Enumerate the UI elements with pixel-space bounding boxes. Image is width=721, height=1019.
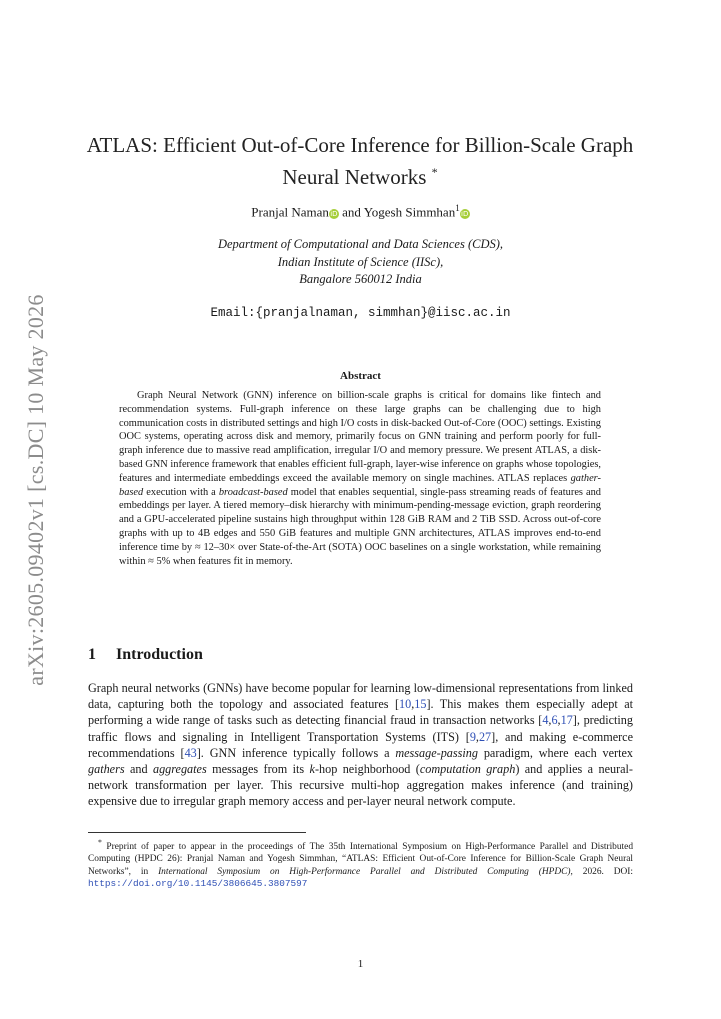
intro-text: paradigm, where each vertex — [483, 745, 633, 760]
affiliation-line: Bangalore 560012 India — [299, 272, 422, 286]
intro-text: Graph neural networks (GNNs) have become popular for learning low-dimensional representations from linked data, capturing both the topology and associated features [ — [88, 681, 633, 712]
citation-link[interactable]: 27 — [478, 729, 492, 744]
affiliation — [0, 236, 721, 289]
intro-text: ], predicting traffic flows and signaling in Intelligent Transportation Systems (ITS) [ — [88, 713, 633, 744]
section-number: 1 — [88, 646, 96, 663]
orcid-icon[interactable]: iD — [461, 210, 469, 219]
intro-text: messages from its — [212, 762, 305, 777]
intro-text: ], and making e-commerce recommendations [ — [88, 729, 633, 760]
intro-text: ) and applies a neural-network transformation per layer. This recursive multi-hop aggregation makes inference (and training) expensive due to irregular graph memory access and per-layer neural network compute. — [88, 762, 633, 809]
page-number: 1 — [357, 958, 364, 970]
intro-text: -hop neighborhood ( — [314, 762, 420, 777]
title-line-2: Neural Networks — [282, 165, 427, 189]
citation-link[interactable]: 17 — [560, 713, 573, 728]
intro-text: and — [129, 762, 148, 777]
doi-link[interactable]: https://doi.org/10.1145/3806645.3807597 — [88, 877, 308, 889]
intro-text: , — [557, 713, 561, 728]
abstract-emphasis: gather-based — [119, 472, 601, 498]
arxiv-identifier-stamp[interactable]: arXiv:2605.09402v1 [cs.DC] 10 May 2026 — [23, 294, 48, 686]
intro-emphasis: aggregates — [152, 762, 207, 777]
intro-text: , — [411, 697, 415, 712]
abstract-text — [119, 389, 601, 568]
orcid-icon[interactable]: iD — [330, 210, 338, 219]
affiliation-mark: 1 — [455, 203, 460, 213]
footnote-text: Preprint of paper to appear in the proceedings of The 35th International Symposium on High-Performance Parallel and Distributed Computing (HPDC 26): Pranjal Naman and Yogesh Simmhan, “ATLAS: Efficient Out-of-Core Inference for Billion-Scale Graph Neural Networks”, in — [88, 842, 634, 877]
author-list — [0, 203, 721, 220]
abstract-part: Graph Neural Network (GNN) inference on billion-scale graphs is critical for domains like fintech and recommendation systems. Full-graph inference on these large graphs can be challenging due to high communication costs in distributed settings and high I/O costs in disk-backed Out-of-Core (OOC) settings. Existing OOC systems, operating across disk and memory, primarily focus on GNN training and perform poorly for full-graph inference due to massive read amplification, irregular I/O and memory pressure. We present ATLAS, a disk-based GNN inference framework that enables efficient full-graph, layer-wise inference on graphs whose topologies, features and intermediate embeddings exceed the available memory on single machines. ATLAS replaces — [119, 390, 601, 484]
abstract-heading: Abstract — [340, 370, 381, 382]
intro-emphasis: k — [309, 762, 315, 777]
author-name: Yogesh Simmhan — [363, 204, 456, 220]
contact-email: Email:{pranjalnaman, simmhan}@iisc.ac.in — [210, 306, 511, 320]
intro-emphasis: message-passing — [395, 745, 478, 760]
footnote-mark: * — [98, 838, 102, 847]
affiliation-line: Indian Institute of Science (IISc), — [277, 254, 444, 269]
intro-text: ]. GNN inference typically follows a — [196, 745, 390, 760]
footnote-venue: International Symposium on High-Performance Parallel and Distributed Computing (HPDC) — [158, 866, 571, 877]
abstract-part: model that enables sequential, single-pass streaming reads of features and embeddings per layer. A tiered memory–disk hierarchy with minimum-pending-message eviction, graph reordering and a GPU-accelerated pipeline sustains high throughput within 128 GiB RAM and 2 TiB SSD. Across out-of-core graphs with up to 4B edges and 550 GiB features and multiple GNN architectures, ATLAS improves end-to-end inference time by ≈ 12–30× over State-of-the-Art (SOTA) OOC baselines on a single workstation, while remaining within ≈ 5% when features fit in memory. — [119, 486, 601, 567]
author-conjunction: and — [342, 204, 361, 220]
section-heading — [88, 646, 203, 664]
footnote-rule — [88, 832, 306, 833]
citation-link[interactable]: 15 — [414, 697, 427, 712]
footnote — [88, 837, 633, 890]
intro-text: , — [548, 713, 552, 728]
title-footnote-mark[interactable]: * — [431, 165, 438, 179]
affiliation-line: Department of Computational and Data Sciences (CDS), — [217, 237, 504, 251]
paper-title — [80, 132, 640, 191]
citation-link[interactable]: 6 — [551, 713, 558, 728]
citation-link[interactable]: 9 — [469, 729, 476, 744]
citation-link[interactable]: 43 — [184, 745, 197, 760]
intro-emphasis: computation graph — [419, 762, 516, 777]
section-title: Introduction — [116, 646, 203, 663]
introduction-paragraph — [88, 680, 633, 810]
citation-link[interactable]: 10 — [399, 697, 412, 712]
title-line-1: ATLAS: Efficient Out-of-Core Inference for Billion-Scale Graph — [86, 133, 634, 157]
abstract-part: execution with a — [146, 486, 216, 498]
footnote-text: , 2026. DOI: — [570, 866, 634, 877]
author-name: Pranjal Naman — [251, 204, 329, 220]
intro-emphasis: gathers — [88, 762, 125, 777]
abstract-emphasis: broadcast-based — [218, 486, 288, 498]
intro-text: ]. This makes them especially adept at performing a wide range of tasks such as detecting financial fraud in transaction networks [ — [88, 697, 633, 728]
citation-link[interactable]: 4 — [542, 713, 549, 728]
intro-text: , — [475, 729, 479, 744]
